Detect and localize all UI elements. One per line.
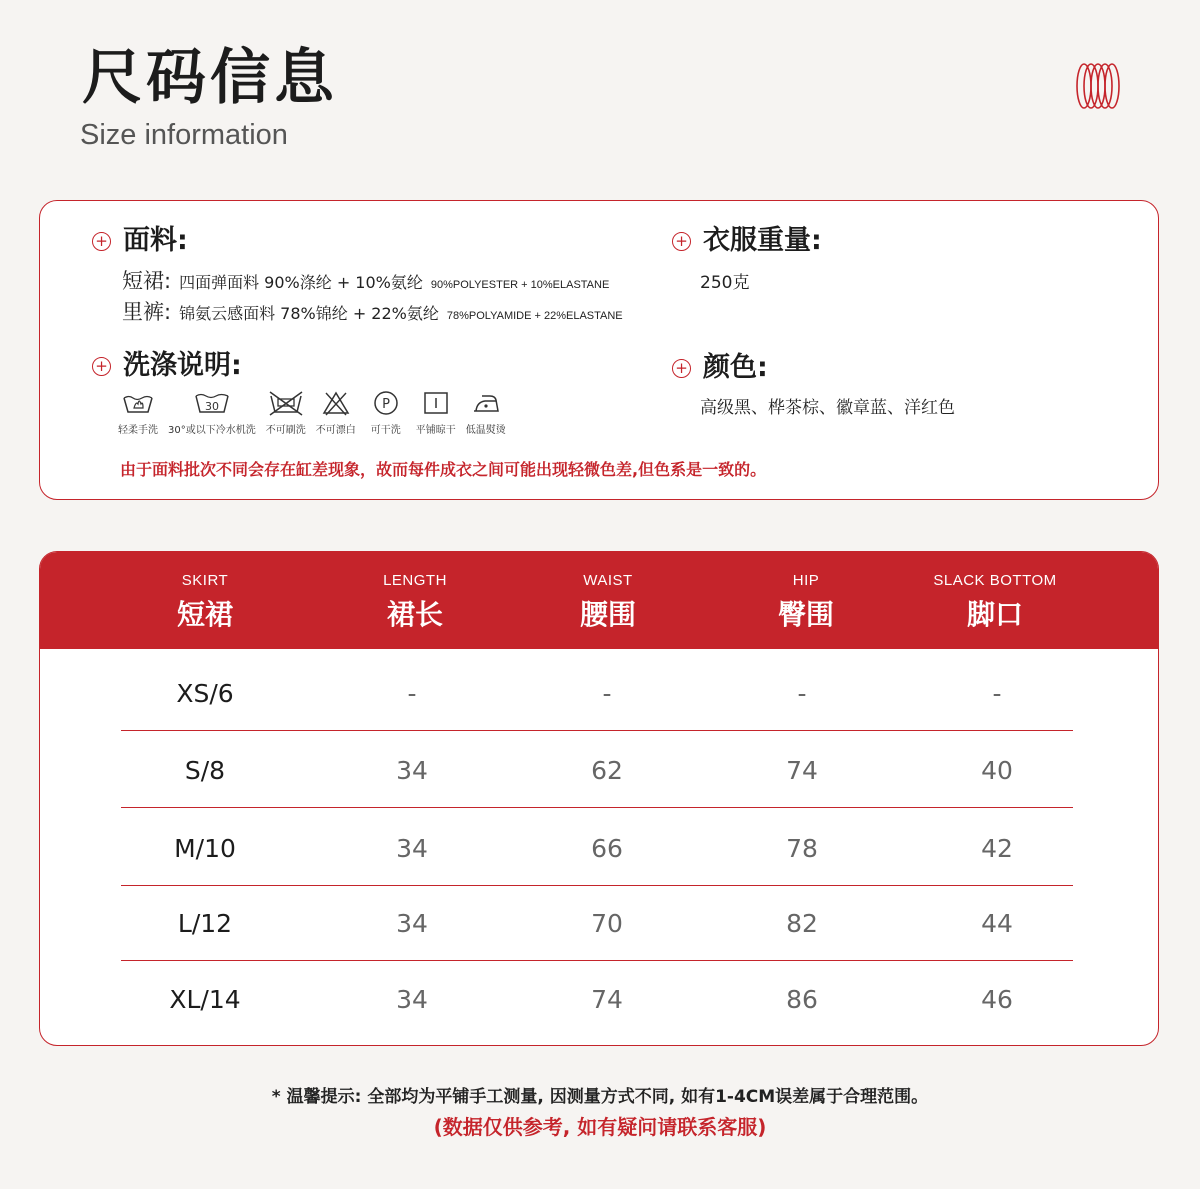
plus-circle-icon: + (92, 232, 111, 251)
size-cell: S/8 (184, 756, 226, 785)
washing-heading: + 洗涤说明: (92, 350, 242, 382)
wash-item: 不可漂白 (316, 389, 356, 436)
fabric-row-shorts: 里裤: 锦氨云感面料 78%锦纶 + 22%氨纶 78%POLYAMIDE + 22%ELASTANE (122, 300, 623, 324)
slack-bottom-cell: - (992, 679, 1002, 708)
size-table (39, 551, 1159, 1046)
waist-cell: 62 (591, 756, 623, 785)
waist-cell: - (602, 679, 612, 708)
page-subtitle: Size information (80, 119, 288, 151)
plus-circle-icon: + (672, 359, 691, 378)
size-table-header (40, 552, 1158, 649)
header-col-waist: WAIST 腰围 (579, 572, 636, 631)
hip-cell: 82 (786, 909, 818, 938)
low-iron-icon (466, 389, 506, 417)
table-row (121, 811, 1073, 886)
wash-item: 平铺晾干 (416, 389, 456, 436)
waist-cell: 66 (591, 834, 623, 863)
table-row (121, 962, 1073, 1037)
fabric-heading: + 面料: (92, 225, 188, 257)
fabric-row-skirt: 短裙: 四面弹面料 90%涤纶 + 10%氨纶 90%POLYESTER + 10%ELASTANE (122, 269, 610, 293)
measurement-tip: * 温馨提示: 全部均为平铺手工测量, 因测量方式不同, 如有1-4CM误差属于合理范围。 (271, 1087, 929, 1107)
size-cell: XS/6 (176, 679, 234, 708)
color-heading: + 颜色: (672, 352, 768, 384)
hip-cell: - (797, 679, 807, 708)
hip-cell: 78 (786, 834, 818, 863)
reference-note: (数据仅供参考, 如有疑问请联系客服) (433, 1115, 767, 1139)
dry-clean-icon (366, 389, 406, 417)
slack-bottom-cell: 40 (981, 756, 1013, 785)
length-cell: - (407, 679, 417, 708)
table-row (121, 886, 1073, 961)
size-cell: M/10 (174, 834, 236, 863)
header-col-skirt: SKIRT 短裙 (176, 572, 233, 631)
wash-item: 30 30°或以下冷水机洗 (168, 389, 256, 436)
wash-item: 轻柔手洗 (118, 389, 158, 436)
hand-wash-icon (118, 389, 158, 417)
header-col-length: LENGTH 裙长 (383, 572, 447, 631)
wash-item: 低温熨烫 (466, 389, 506, 436)
rings-decoration-icon (1072, 60, 1124, 112)
plus-circle-icon: + (672, 232, 691, 251)
header-col-slack-bottom: SLACK BOTTOM 脚口 (933, 572, 1057, 631)
flat-dry-icon (416, 389, 456, 417)
header-col-hip: HIP 臀围 (777, 572, 834, 631)
page-title: 尺码信息 (82, 43, 338, 113)
no-brush-icon (266, 389, 306, 417)
table-row (121, 656, 1073, 731)
slack-bottom-cell: 42 (981, 834, 1013, 863)
weight-value: 250克 (700, 273, 750, 293)
wash-item: P 可干洗 (366, 389, 406, 436)
product-info-card (39, 200, 1159, 500)
length-cell: 34 (396, 985, 428, 1014)
slack-bottom-cell: 44 (981, 909, 1013, 938)
slack-bottom-cell: 46 (981, 985, 1013, 1014)
wash-item: 不可刷洗 (266, 389, 306, 436)
wash-30-icon (192, 389, 232, 417)
color-variation-notice: 由于面料批次不同会存在缸差现象，故而每件成衣之间可能出现轻微色差,但色系是一致的。 (120, 460, 767, 479)
length-cell: 34 (396, 756, 428, 785)
hip-cell: 86 (786, 985, 818, 1014)
waist-cell: 74 (591, 985, 623, 1014)
plus-circle-icon: + (92, 357, 111, 376)
size-cell: L/12 (177, 909, 233, 938)
length-cell: 34 (396, 909, 428, 938)
svg-text:P: P (381, 397, 390, 412)
washing-icons (118, 389, 516, 436)
weight-heading: + 衣服重量: (672, 225, 822, 257)
color-value: 高级黑、桦茶棕、徽章蓝、洋红色 (700, 398, 955, 418)
table-row (121, 733, 1073, 808)
size-cell: XL/14 (169, 985, 241, 1014)
waist-cell: 70 (591, 909, 623, 938)
hip-cell: 74 (786, 756, 818, 785)
no-bleach-icon (316, 389, 356, 417)
length-cell: 34 (396, 834, 428, 863)
svg-text:30: 30 (204, 400, 219, 413)
